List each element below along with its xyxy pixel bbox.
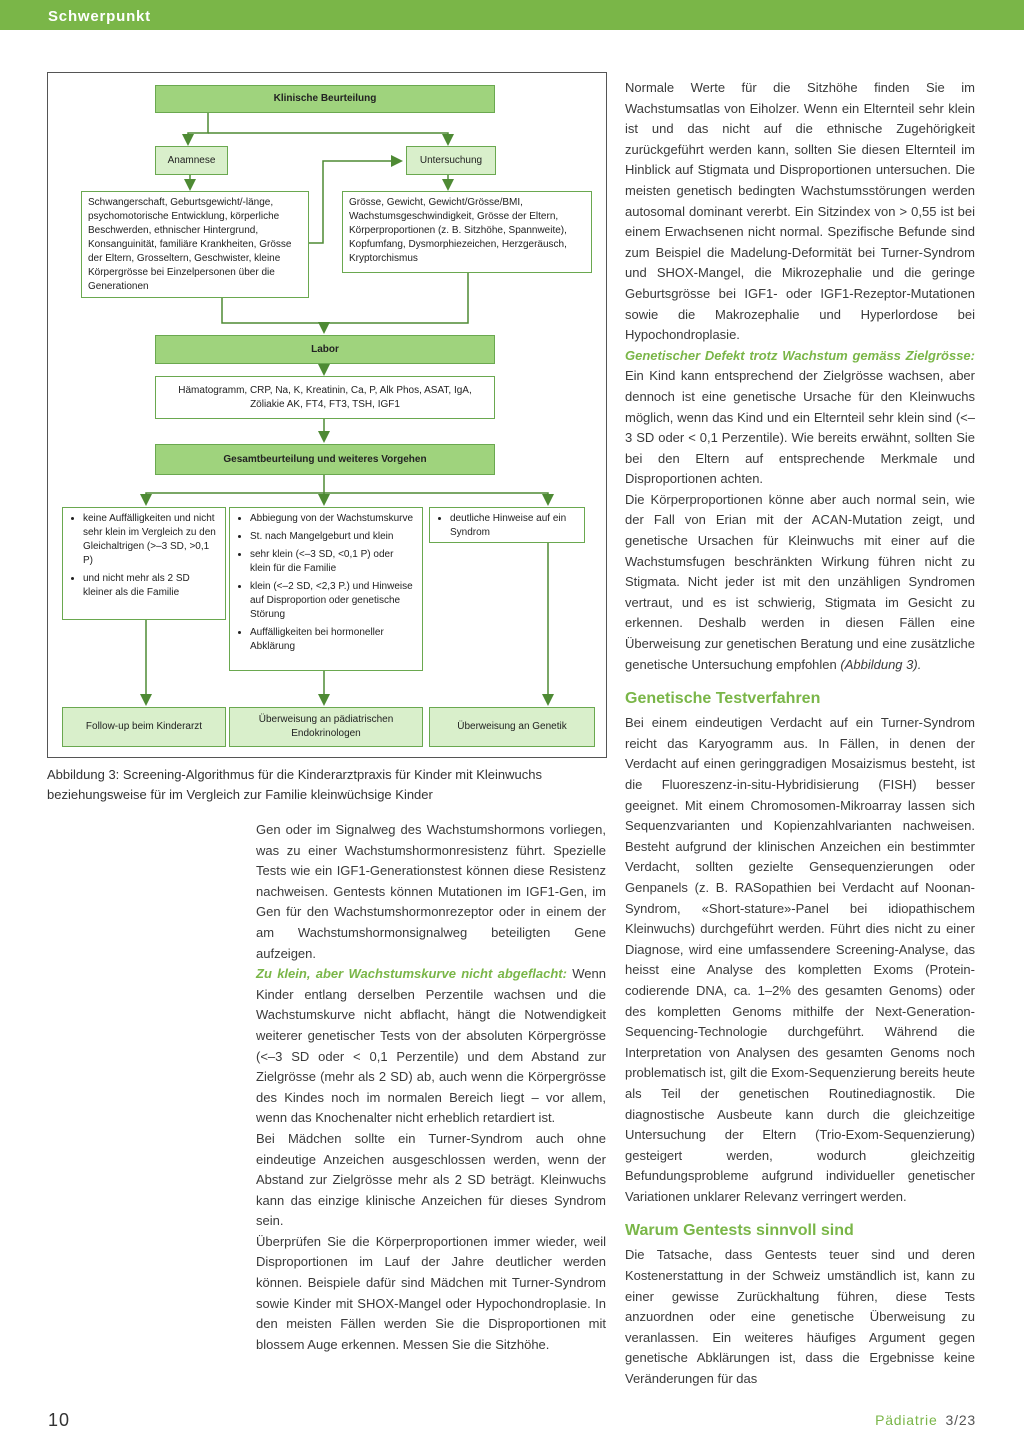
box-outcome-genetik: Überweisung an Genetik — [429, 707, 595, 747]
paragraph: Bei Mädchen sollte ein Turner-Syndrom auch ohne eindeutige Anzeichen ausgeschlossen werden, wenn der Abstand zur Zielgrösse mehr als 2 SD beträgt. Kleinwuchs kann das einzige klinische Anzeichen für dieses Syndrom sein. — [256, 1130, 606, 1229]
section-heading: Warum Gentests sinnvoll sind — [625, 1222, 854, 1240]
box-gesamtbeurteilung: Gesamtbeurteilung und weiteres Vorgehen — [155, 444, 495, 475]
section-header-bar — [0, 0, 1024, 30]
box-labor-details: Hämatogramm, CRP, Na, K, Kreatinin, Ca, P, Alk Phos, ASAT, IgA, Zöliakie AK, FT4, FT3, TSH, IGF1 — [155, 376, 495, 419]
box-untersuchung: Untersuchung — [406, 146, 496, 175]
left-criterion: • keine Auffälligkeiten und nicht sehr klein im Vergleich zu den Gleichaltrigen (>–3 SD, >0,1 P) — [83, 512, 219, 568]
page-number: 10 — [48, 1410, 71, 1430]
paragraph: Gen oder im Signalweg des Wachstumshormons vorliegen, was zu einer Wachstumshormonresistenz führt. Spezielle Tests wie ein IGF1-Generationstest können diese Resistenz nachweisen. Gentests können Mutationen im IGF1-Gen, im Gen für den Wachstumshormonrezeptor oder in einem der am Wachstumshormonsignalweg beteiligten Gene aufzeigen. — [256, 822, 606, 961]
paragraph: Überprüfen Sie die Körperproportionen immer wieder, weil Disproportionen im Lauf der Jahre deutlicher werden können. Beispiele dafür sind Mädchen mit Turner-Syndrom sowie Kinder mit SHOX-Mangel oder Hypochondroplasie. In den meisten Fällen werden Sie die Disproportionen mit blossem Auge erkennen. Messen Sie die Sitzhöhe. — [256, 1233, 606, 1352]
paragraph: Die Körperproportionen könne aber auch normal sein, wie der Fall von Erian mit der ACAN-Mutation zeigt, und genetische Ursachen für Kleinwuchs mit einer auf die Wachstumsfugen beschränkten Wirkung führen nicht zu Stigmata. Nicht jeder ist mit den unzähligen Syndromen vertraut, und es ist schwierig, Stigmata im Gesicht zu erkennen. Deshalb werden in diesen Fällen eine Überweisung zur genetischen Beratung und eine zusätzliche genetische Untersuchung empfohlen (Abbildung 3). — [625, 491, 975, 672]
mid-criterion: • sehr klein (<–3 SD, <0,1 P) oder klein für die Familie — [250, 548, 416, 576]
box-outcome-endokrinologen: Überweisung an pädiatrischen Endokrinologen — [229, 707, 423, 747]
box-right-criteria — [429, 507, 585, 543]
box-outcome-follow-up: Follow-up beim Kinderarzt — [62, 707, 226, 747]
journal-name: Pädiatrie — [875, 1412, 938, 1428]
figure-reference: (Abbildung 3). — [840, 656, 922, 672]
issue-number: 3/23 — [945, 1412, 976, 1428]
figure-caption: Abbildung 3: Screening-Algorithmus für die Kinderarztpraxis für Kinder mit Kleinwuchs beziehungsweise für im Vergleich zur Familie kleinwüchsige Kinder — [47, 767, 542, 802]
box-left-criteria — [62, 507, 226, 620]
paragraph: Die Tatsache, dass Gentests teuer sind und deren Kostenerstattung in der Schweiz umständlich ist, kann zu einer gewisse Zurückhaltung führen, diese Tests anzuordnen oder eine genetische Überweisung zu veranlassen. Ein weiteres häufiges Argument gegen genetische Abklärungen ist, dass die Ergebnisse keine Veränderungen für das — [625, 1247, 975, 1387]
journal-footer — [875, 1412, 976, 1428]
mid-criterion: • klein (<–2 SD, <2,3 P.) und Hinweise auf Disproportion oder genetische Störung — [250, 580, 416, 622]
box-klinische-beurteilung: Klinische Beurteilung — [155, 85, 495, 113]
mid-criterion: • Abbiegung von der Wachstumskurve — [250, 512, 416, 526]
left-criterion: • und nicht mehr als 2 SD kleiner als die Familie — [83, 572, 219, 600]
box-untersuchung-details: Grösse, Gewicht, Gewicht/Grösse/BMI, Wachstumsgeschwindigkeit, Grösse der Eltern, Körperproportionen (z. B. Sitzhöhe, Spannweite), Kopfumfang, Dysmorphiezeichen, Herzgeräusch, Kryptorchismus — [342, 191, 592, 273]
middle-text-column — [256, 820, 606, 1355]
paragraph: Bei einem eindeutigen Verdacht auf ein Turner-Syndrom reicht das Karyogramm aus. In Fällen, in denen der Verdacht auf einen geringgradigen Mosaizismus besteht, ist die Fluoreszenz-in-situ-Hybridisierung (FISH) besser geeignet. Mit einem Chromosomen-Mikroarray lassen sich Sequenzvarianten und Kopienzahlvarianten nachweisen. Besteht aufgrund der klinischen Anzeichen ein bestimmter Verdacht, sollten gezielte Gensequenzierungen oder Genpanels (z. B. RASopathien bei Verdacht auf Noonan-Syndrom, «Short-stature»-Panel bei idiopathischem Kleinwuchs) durchgeführt werden. Führt dies nicht zu einer Diagnose, wird eine umfassendere Screening-Analyse, das heisst eine Analyse des kompletten Exoms (Protein-codierende DNA, ca. 1–2% des gesamten Genoms) oder des kompletten Genoms mithilfe der Next-Generation-Sequencing-Technologie durchgeführt. Während die Interpretation von Analysen des gesamten Genoms noch problematisch ist, gilt die Exom-Sequenzierung bereits heute als Teil der genetischen Routinediagnostik. Die diagnostische Ausbeute kann durch die gleichzeitige Untersuchung der Eltern (Trio-Exom-Sequenzierung) gesteigert werden, wodurch gleichzeitig Befundungsprobleme aufgrund individueller genetischer Variationen unklarer Relevanz verringert werden. — [625, 715, 975, 1204]
section-title: Schwerpunkt — [48, 8, 151, 25]
paragraph: Zu klein, aber Wachstumskurve nicht abgeflacht: Wenn Kinder entlang derselben Perzentile wachsen und die Wachstumskurve nicht abflacht, hängt die Notwendigkeit weiterer genetischer Tests von der absoluten Körpergrösse (<–3 SD oder < 0,1 Perzentile) und dem Abstand zur Zielgrösse (mehr als 2 SD) ab, auch wenn die Körpergrösse des Kindes noch im normalen Bereich liegt – vor allem, wenn das Knochenalter nicht erheblich retardiert ist. — [256, 966, 606, 1126]
mid-criterion: • St. nach Mangelgeburt und klein — [250, 530, 416, 544]
mid-criterion: • Auffälligkeiten bei hormoneller Abklärung — [250, 626, 416, 654]
box-anamnese-details: Schwangerschaft, Geburtsgewicht/-länge, psychomotorische Entwicklung, körperliche Beschwerden, ethnischer Hintergrund, Konsanguinität, familiäre Krankheiten, Grösse der Eltern, Grosseltern, Geschwister, kleine Körpergrösse bei Einzelpersonen über die Generationen — [81, 191, 309, 298]
subheading-inline: Zu klein, aber Wachstumskurve nicht abgeflacht: — [256, 966, 567, 982]
box-labor: Labor — [155, 335, 495, 364]
section-heading: Genetische Testverfahren — [625, 690, 821, 708]
subheading-inline: Genetischer Defekt trotz Wachstum gemäss Zielgrösse: — [625, 347, 975, 363]
right-criterion: • deutliche Hinweise auf ein Syndrom — [450, 512, 578, 540]
paragraph: Normale Werte für die Sitzhöhe finden Sie im Wachstumsatlas von Eiholzer. Wenn ein Elternteil sehr klein ist und das nicht auf die ethnische Zugehörigkeit zurückgeführt werden kann, sollten Sie diesen Elternteil im Hinblick auf Stigmata und Disproportionen untersuchen. Die meisten genetisch bedingten Wachstumsstörungen werden autosomal dominant vererbt. Ein Sitzindex von > 0,55 ist bei einem Erwachsenen nicht normal. Spezifische Befunde sind zum Beispiel die Madelung-Deformität bei Turner-Syndrom und SHOX-Mangel, die Mikrozephalie und die geringe Geburtsgrösse bei IGF1- oder IGF1-Rezeptor-Mutationen sowie die Makrozephalie und Hyperlordose bei Hypochondroplasie. — [625, 80, 975, 343]
right-text-column — [625, 78, 975, 1390]
paragraph: Genetischer Defekt trotz Wachstum gemäss Zielgrösse: Ein Kind kann entsprechend der Zielgrösse wachsen, aber dennoch ist eine genetische Ursache für den Kleinwuchs möglich, wenn das Kind und ein Elternteil sehr klein sind (<– 3 SD oder < 0,1 Perzentile). Wie bereits erwähnt, sollten Sie bei den Eltern auf entsprechende Merkmale und Disproportionen achten. — [625, 347, 975, 487]
box-mid-criteria — [229, 507, 423, 671]
box-anamnese: Anamnese — [155, 146, 228, 175]
flowchart-figure — [47, 72, 607, 758]
